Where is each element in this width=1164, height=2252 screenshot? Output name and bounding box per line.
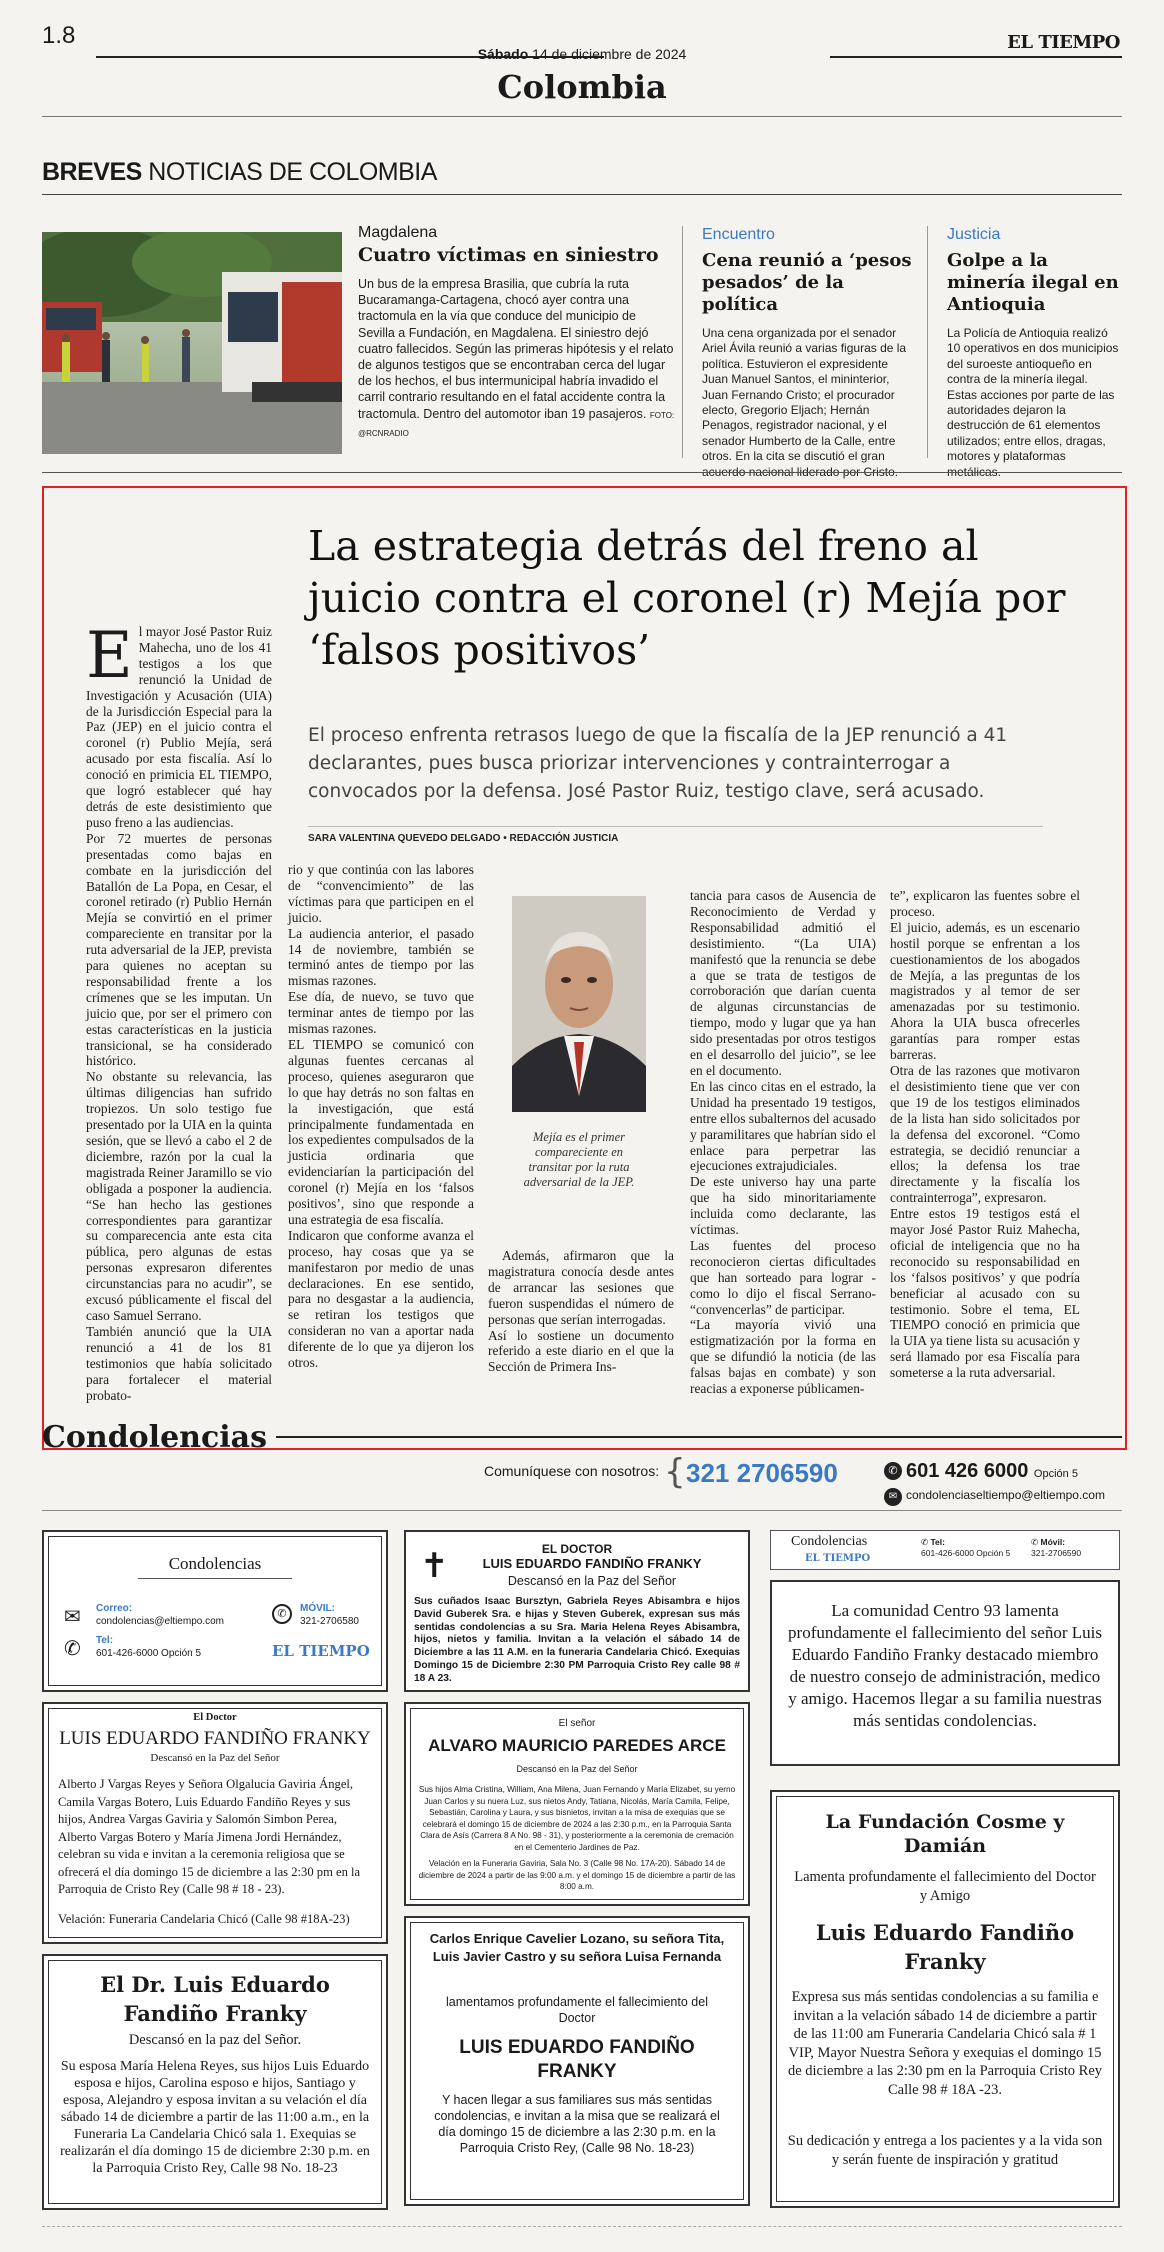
breve-encuentro: [702, 226, 912, 480]
article-column-5: te”, explicaron las fuentes sobre el proceso. El juicio, además, es un escenario hostil porque se enfrentan a los cuestionamientos de los abogados de Mejía, a las preguntas de los magistrados y al temor de ser amenazadas por su testimonio. Ahora la UIA busca ofrecerles garantías para romper estas barreras. Otra de las razones que motivaron el desistimiento tiene que ver con que 19 de los testigos eliminados de la lista han sido solicitados por la defensa del excoronel. “Como estrategia, se decidió renunciar a ellos; la defensa los trae directamente y la fiscalía los contrainterroga”, expresaron. Entre estos 19 testigos está el mayor José Pastor Ruiz Mahecha, oficial de inteligencia que no ha reconocido su responsabilidad en los ‘falsos positivos’ y que podría beneficiar al acusado con su testimonio. Sobre el tema, EL TIEMPO conoció en primicia que la UIA ya tiene lista su acusación y será llamado por esa Fiscalía para someterse a la ruta adversarial.: [890, 888, 1080, 1381]
section-title: Colombia: [497, 68, 667, 106]
breve-kicker: Magdalena: [358, 224, 438, 241]
breve-magdalena: [358, 224, 676, 442]
obituary-body: Su esposa María Helena Reyes, sus hijos Luis Eduardo esposa e hijos, Carolina esposo e hijos, Santiago y esposa, Alejandro y esposa invitan a su velación el día sábado 14 de diciembre a partir de las 11:00 a.m., en la Funeraria La Candelaria Chicó sala 1. Exequias se realizarán el día domingo 15 de diciembre 2:30 p.m. en la Parroquia Cristo Rey, Calle 98 No. 18-23: [60, 2059, 370, 2176]
article-column-2: rio y que continúa con las labores de “convencimiento” de las víctimas para que participen en el juicio. La audiencia anterior, el pasado 14 de noviembre, también se terminó antes de tiempo por las mismas razones. Ese día, de nuevo, se tuvo que terminar antes de tiempo por las mismas razones. EL TIEMPO se comunicó con algunas fuentes cercanas al proceso, quienes aseguraron que lo que hay detrás no son faltas en la investigación, que está principalmente fundamentada en los expedientes compulsados de la justicia ordinaria que evidenciarían la participación del coronel (r) Mejía en los ‘falsos positivos’, sino que responde a una estrategia de esa fiscalía. Indicaron que conforme avanza el proceso, hay cosas que ya se manifestaron por medio de unas declaraciones. En ese sentido, para no desgastar a la audiencia, se retiran los testigos que consideran no van a aportar nada diferente de lo que ya dijeron los otros.: [288, 862, 474, 1371]
obituary-body: Alberto J Vargas Reyes y Señora Olgalucia Gaviria Ángel, Camila Vargas Botero, Luis Eduardo Fandiño Reyes y sus hijos, Andrea Vargas Gaviria y Salomón Simbon Perea, Alberto Vargas Botero y María Jimena Jordi Hernández, celebran su vida e invitan a la ceremonia religiosa que se ofrecerá el día domingo 15 de diciembre a las 2:30 pm en la Parroquia de Cristo Rey (Calle 98 # 18 - 23).: [58, 1777, 361, 1896]
condolences-rule: [276, 1436, 1122, 1438]
phone-main[interactable]: 321 2706590: [686, 1458, 838, 1488]
obituary-cavelier: [404, 1916, 750, 2206]
breve-text: Una cena organizada por el senador Ariel Ávila reunió a varias figuras de la política. Estuvieron el expresidente Juan Manuel Santos, el mininterior, Juan Fernando Cristo; el procurador electo, Gregorio Eljach; Hernán Penagos, registrador nacional, y el senador Humberto de la Calle, entre otros. En la cita se discutió el gran acuerdo nacional liderado por Cristo.: [702, 326, 907, 479]
obituary-name: El Dr. Luis Eduardo Fandiño Franky: [100, 1972, 330, 2026]
breve-text: La Policía de Antioquia realizó 10 operativos en dos municipios del suroeste antioqueño en contra de la minería ilegal. Estas acciones por parte de las autoridades dejaron la destrucción de 61 elementos utilizados; entre ellos, dragas, motores y plataformas metálicas.: [947, 326, 1119, 479]
notice-lead: Lamenta profundamente el fallecimiento del Doctor y Amigo: [794, 1869, 1096, 1904]
obituary-name: LUIS EDUARDO FANDIÑO FRANKY: [482, 1556, 702, 1571]
article-column-3: Además, afirmaron que la magistratura conocía desde antes de arrancar las sesiones que fueron suspendidas el número de personas que serían interrogadas. Así lo sostiene un documento referido a este diario en el que la Sección de Primera Ins-: [488, 1248, 674, 1375]
obituary-pre: EL DOCTOR: [541, 1542, 613, 1556]
notice-body: Expresa sus más sentidas condolencias a su familia e invitan a la velación sábado 14 de diciembre a partir de las 11:00 am Funeraria Candelaria Chicó sala # 1 VIP, Mayor Nuestra Señora y exequias el domingo 15 de diciembre a las 2:30 pm en la Parroquia Cristo Rey Calle 98 # 18A -23.: [787, 1989, 1103, 2098]
portrait-photo: [512, 896, 646, 1112]
ad-title: Condolencias: [168, 1554, 262, 1573]
section-rule: [42, 116, 1122, 117]
notice-extra: Su dedicación y entrega a los pacientes y a la vida son y serán fuente de inspiración y gratitud: [787, 2133, 1103, 2168]
obituary-extra: Velación: Funeraria Candelaria Chicó (Calle 98 #18A-23): [58, 1912, 350, 1926]
issue-date: Sábado 14 de diciembre de 2024: [477, 46, 687, 62]
obituary-paredes-arce: [404, 1702, 750, 1906]
breves-bottom-rule: [42, 472, 1122, 473]
breves-label: BREVES NOTICIAS DE COLOMBIA: [42, 158, 437, 186]
article-byline: SARA VALENTINA QUEVEDO DELGADO • REDACCIÓN JUSTICIA: [308, 826, 1043, 844]
article-subtitle: El proceso enfrenta retrasos luego de que la fiscalía de la JEP renunció a 41 declarantes, pues busca priorizar intervenciones y contrainterrogar a convocados por la defensa. José Pastor Ruiz, testigo clave, será acusado.: [308, 725, 1008, 802]
obituary-fandino-guberek: [404, 1530, 750, 1692]
obituary-line: Descansó en la Paz del Señor: [516, 1764, 638, 1774]
obituary-name: LUIS EDUARDO FANDIÑO FRANKY: [59, 1728, 371, 1749]
ad-mobile[interactable]: MÓVIL: 321-2706580: [300, 1603, 359, 1627]
notice-body: La comunidad Centro 93 lamenta profundamente el fallecimiento del señor Luis Eduardo Fandiño Franky destacado miembro de nuestro consejo de administración, medico y amigo. Hacemos llegar a su familia nuestras más sentidas condolencias.: [788, 1601, 1102, 1730]
mail-icon: ✉: [884, 1488, 902, 1506]
obituary-body: Sus hijos Alma Cristina, William, Ana Milena, Juan Fernando y María Elizabet, su yerno Juan Carlos y su nuera Luz, sus nietos Andy, Tatiana, Nicolás, María Camila, Felipe, Sebastián, Carolina y Laura, y sus bisnietos, invitan a la misa de exequias que se celebrará el domingo 15 de diciembre de 2024 a las 2:30 p.m., en la Parroquia Santa Clara de Asís (Carrera 8 A No. 98 - 31), y posteriormente a la ceremonia de cremación en el Cementerio Jardines de Paz.: [418, 1785, 736, 1852]
obituary-pre: El Doctor: [193, 1712, 237, 1723]
photo-caption: Mejía es el primer compareciente en transitar por la ruta adversarial de la JEP.: [523, 1130, 635, 1189]
obituary-fandino-vargas: [42, 1702, 388, 1944]
notice-centro-93: [770, 1580, 1120, 1766]
condolences-mini-ad: [770, 1530, 1120, 1570]
ad-tel[interactable]: Tel: 601-426-6000 Opción 5: [96, 1635, 202, 1659]
dropcap: E: [86, 619, 133, 693]
breve-headline: Cena reunió a ‘pesos pesados’ de la política: [702, 250, 912, 315]
notice-name: Luis Eduardo Fandiño Franky: [815, 1920, 1075, 1974]
ad-email[interactable]: Correo: condolencias@eltiempo.com: [96, 1603, 224, 1627]
breve-kicker: Justicia: [947, 226, 1001, 243]
mini-ad-title: Condolencias: [791, 1534, 868, 1549]
bus-accident-photo: [42, 232, 342, 454]
breve-kicker: Encuentro: [702, 226, 775, 243]
brace-icon: {: [664, 1452, 686, 1492]
obituary-body: Y hacen llegar a sus familiares sus más sentidas condolencias, e invitan a la misa que se realizará el día domingo 15 de diciembre a las 2:30 p.m. en la Parroquia Cristo Rey, (Calle 98 No. 18-23): [434, 2093, 720, 2155]
breve-justicia: [947, 226, 1119, 480]
page-number: 1.8: [42, 22, 76, 49]
whatsapp-icon: ✆: [272, 1604, 292, 1624]
mini-ad-mobile[interactable]: ✆ Móvil: 321-2706590: [1031, 1537, 1082, 1558]
breves-divider-2: [927, 226, 928, 458]
obituary-line: Descansó en la paz del Señor.: [128, 2032, 302, 2048]
obituary-fandino-familia: [42, 1954, 388, 2210]
breve-text: Un bus de la empresa Brasilia, que cubría la ruta Bucaramanga-Cartagena, chocó ayer contra una tractomula en la vía que conduce del municipio de Sevilla a Fundación, en Magdalena. El siniestro dejó cuatro fallecidos. Según las primeras hipótesis y el relato de algunos testigos que se encontraban cerca del lugar de los hechos, el bus intermunicipal habría invadido el carril contrario resultando en el fatal accidente contra la tractomula. Dentro del automotor iban 19 pasajeros. FOTO: @RCNRADIO: [358, 277, 675, 438]
breve-headline: Golpe a la minería ilegal en Antioquia: [947, 250, 1119, 315]
notice-fundacion-cosme-damian: [770, 1790, 1120, 2208]
mail-icon: ✉: [64, 1606, 81, 1628]
phone-icon: ✆: [64, 1638, 81, 1660]
mini-ad-brand: EL TIEMPO: [805, 1553, 871, 1564]
brand-logo: EL TIEMPO: [1007, 32, 1120, 53]
obituary-name: LUIS EDUARDO FANDIÑO FRANKY: [459, 2037, 695, 2082]
obituary-extra: Velación en la Funeraria Gaviria, Sala No. 3 (Calle 98 No. 17A-20). Sábado 14 de diciembre de 2024 a partir de las 9:00 a.m. y el domingo 15 de diciembre a partir de las 8:00 a.m.: [418, 1859, 736, 1892]
obituary-body: Sus cuñados Isaac Bursztyn, Gabriela Reyes Abisambra e hijos David Guberek Sra. e hijas y Steven Guberek, expresan sus más sentidas condolencias a su Sra. Maria Helena Reyes Abisambra, hijos, nietos y familia. Invitan a la velación el sábado 14 de Diciembre a las 11 A.M. en la funeraria Candelaria Chicó. Exequias Domingo 15 de Diciembre 2:30 PM Parroquia Cristo Rey calle 98 # 18 A 23.: [414, 1596, 740, 1684]
notice-title: La Fundación Cosme y Damián: [825, 1811, 1065, 1857]
obituary-pre: Carlos Enrique Cavelier Lozano, su señora Tita, Luis Javier Castro y su señora Luisa Fernanda: [429, 1931, 725, 1964]
obituary-pre: El señor: [558, 1718, 596, 1729]
phone-alt[interactable]: 601 426 6000 Opción 5: [906, 1460, 1078, 1482]
article-column-1: E l mayor José Pastor Ruiz Mahecha, uno de los 41 testigos a los que renunció la Unidad de Investigación y Acusación (UIA) de la Jurisdicción Especial para la Paz (JEP) en el juicio contra el coronel (r) Publio Mejía, será acusado por esta fiscalía. Así lo conoció en primicia EL TIEMPO, que logró establecer qué hay detrás de este desistimiento que puso freno a las audiencias. Por 72 muertes de personas presentadas como bajas en combate en la jurisdicción del Batallón de La Popa, en Cesar, el coronel retirado (r) Publio Hernán Mejía se convirtió en el primer compareciente en transitar por la ruta adversarial de la JEP, prevista para quienes no aceptan su responsabilidad frente a los crímenes que se les imputan. Un juicio que, por ser el primero con estas características en la justicia transicional, se ha considerado histórico. No obstante su relevancia, las últimas diligencias han sufrido tropiezos. Un solo testigo fue presentado por la UIA en la quinta sesión, que se llevó a cabo el 2 de diciembre, razón por la cual la magistrada Reiner Jaramillo se vio obligada a posponer la audiencia. “Se han hecho las gestiones correspondientes para garantizar su comparecencia ante esta cita pública, pero algunas de estas personas expresaron diferentes circunstancias para no acudir”, se excusó públicamente el fiscal del caso Samuel Serrano. También anunció que la UIA renunció a 41 de los 81 testimonios que había solicitado para fortalecer el material probato-: [86, 619, 272, 1403]
obituary-name: ALVARO MAURICIO PAREDES ARCE: [428, 1736, 726, 1755]
page-bottom-rule: [42, 2226, 1122, 2227]
phone-icon: ✆: [884, 1462, 902, 1480]
condolences-title: Condolencias: [42, 1420, 267, 1455]
breves-rule: [42, 194, 1122, 195]
ad-title-rule: [138, 1578, 292, 1579]
breves-divider-1: [682, 226, 683, 458]
breve-headline: Cuatro víctimas en siniestro: [358, 244, 659, 266]
obituary-line: Descansó en la Paz del Señor: [507, 1574, 677, 1588]
ad-brand: EL TIEMPO: [272, 1642, 370, 1660]
contact-label: Comuníquese con nosotros:: [484, 1463, 660, 1479]
article-title: La estrategia detrás del freno al juicio contra el coronel (r) Mejía por ‘falsos positivos’: [308, 522, 1066, 674]
email-link[interactable]: condolenciaseltiempo@eltiempo.com: [906, 1488, 1105, 1502]
condolences-ad-box: [42, 1530, 388, 1692]
cross-icon: ✝: [420, 1548, 449, 1585]
obituary-line: Descansó en la Paz del Señor: [150, 1752, 280, 1764]
obituary-lead: lamentamos profundamente el fallecimiento del Doctor: [446, 1995, 708, 2025]
condolences-rule-2: [42, 1510, 1122, 1511]
article-column-4: tancia para casos de Ausencia de Reconocimiento de Verdad y Responsabilidad admitió el desistimiento. “(La UIA) manifestó que la renuncia se debe a que se trata de testigos de corroboración que darían cuenta de algunas circunstancias de tiempo, modo y lugar que ya han sido presentadas por otros testigos en el desarrollo del juicio”, se lee en el documento. En las cinco citas en el estrado, la Unidad ha presentado 19 testigos, entre ellos subalternos del acusado y paramilitares que habrían sido el enlace para perpetrar las ejecuciones extrajudiciales. De este universo hay una parte que ha sido minoritariamente incluida como declarante, las víctimas. Las fuentes del proceso reconocieron ciertas dificultades que han sorteado para lograr -como lo dijo el fiscal Serrano- “convencerlas” de participar. “La mayoría vivió una estigmatización por la forma en que se difundió la noticia (de las falsas bajas en combate) y son reacias a exponerse públicamen-: [690, 888, 876, 1397]
mini-ad-tel[interactable]: ✆ Tel: 601-426-6000 Opción 5: [921, 1537, 1011, 1558]
